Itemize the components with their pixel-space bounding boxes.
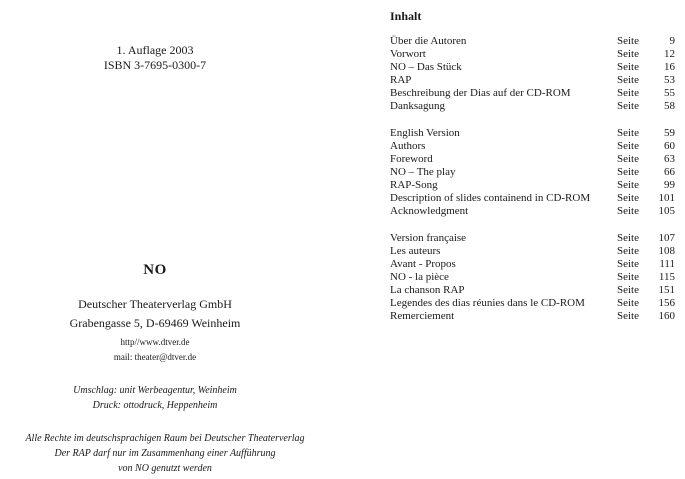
edition-line: 1. Auflage 2003 [116,43,194,57]
toc-entry-seite: Seite [617,61,639,73]
rights-line: Der RAP darf nur im Zusammenhang einer Aufführung [54,448,276,459]
toc-section-english [390,127,675,218]
toc-entry-label: Vorwort [390,48,426,60]
toc-entry-label: Description of slides containend in CD-ROM [390,192,591,204]
toc-entry [390,127,675,140]
toc-entry-page: 107 [658,232,675,244]
toc-entry-page: 156 [658,297,675,309]
toc-entry [390,35,675,48]
toc-entry [390,48,675,61]
toc-entry-page: 60 [664,140,675,152]
isbn-line: ISBN 3-7695-0300-7 [103,58,207,72]
toc-entry-seite: Seite [617,100,639,112]
toc-entry-label: Über die Autoren [390,35,467,47]
toc-entry-page: 58 [664,100,675,112]
toc-entry [390,271,675,284]
toc-entry-label: English Version [390,127,460,139]
toc-entry [390,232,675,245]
toc-entry-label: NO - la pièce [390,271,449,283]
production-credits [0,383,310,413]
toc-entry [390,284,675,297]
toc-entry-label: NO – Das Stück [390,61,462,73]
toc-entry-label: RAP [390,74,412,86]
toc-entry-seite: Seite [617,258,639,270]
toc-entry-label: Remerciement [390,310,455,322]
toc-entry-seite: Seite [617,87,639,99]
rights-line: von NO genutzt werden [118,463,212,474]
toc-entry-seite: Seite [617,192,639,204]
toc-entry-page: 63 [664,153,675,165]
toc-entry [390,179,675,192]
toc-entry-seite: Seite [617,127,639,139]
toc-entry-label: Beschreibung der Dias auf der CD-ROM [390,87,571,99]
toc-entry [390,153,675,166]
left-page [0,0,340,479]
toc-entry [390,61,675,74]
toc-entry [390,100,675,113]
book-title: NO [143,262,167,278]
toc-section-french [390,232,675,323]
toc-entry-label: Foreword [390,153,433,165]
toc-entry-seite: Seite [617,35,639,47]
toc-entry-label: Les auteurs [390,245,441,257]
toc-entry [390,74,675,87]
toc-entry [390,166,675,179]
toc-entry-page: 9 [669,35,675,47]
toc-entry [390,140,675,153]
toc-entry-seite: Seite [617,140,639,152]
toc-entry-seite: Seite [617,74,639,86]
toc-entry-label: Authors [390,140,426,152]
rights-line: Alle Rechte im deutschsprachigen Raum bei Deutscher Theaterverlag [25,433,305,444]
publisher-email: mail: theater@dtver.de [113,352,197,362]
toc-entry-seite: Seite [617,232,639,244]
publisher-address: Grabengasse 5, D-69469 Weinheim [69,316,241,330]
toc-entry [390,192,675,205]
toc-entry-page: 12 [664,48,675,60]
toc-entry-page: 160 [658,310,675,322]
toc-entry-seite: Seite [617,166,639,178]
toc-entry [390,87,675,100]
toc-entry [390,205,675,218]
toc-entry-label: NO – The play [390,166,456,178]
toc-entry-seite: Seite [617,153,639,165]
toc-entry [390,310,675,323]
toc-entry-page: 59 [664,127,675,139]
print-credit: Druck: ottodruck, Heppenheim [92,400,218,411]
toc-entry-page: 99 [664,179,675,191]
toc-entry-seite: Seite [617,179,639,191]
toc-entry-seite: Seite [617,310,639,322]
toc-entry-page: 108 [658,245,675,257]
toc-entry-page: 101 [658,192,675,204]
toc-entry-seite: Seite [617,48,639,60]
toc-entry-page: 55 [664,87,675,99]
toc-entry-label: La chanson RAP [390,284,465,296]
toc-entry-seite: Seite [617,245,639,257]
toc-entry-label: RAP-Song [390,179,438,191]
toc-entry-label: Avant - Propos [390,258,456,270]
edition-info [0,43,310,73]
toc-entry-page: 16 [664,61,675,73]
toc-entry-page: 105 [658,205,675,217]
toc-entry-seite: Seite [617,205,639,217]
rights-notice [0,431,330,476]
toc-section-german [390,35,675,113]
toc-entry-label: Version française [390,232,467,244]
toc-entry-page: 151 [658,284,675,296]
toc-entry-page: 111 [659,258,675,270]
toc-entry-seite: Seite [617,297,639,309]
toc-entry [390,297,675,310]
publisher-website: http//www.dtver.de [120,337,190,347]
right-page [390,0,675,479]
toc-entry-page: 66 [664,166,675,178]
toc-entry [390,258,675,271]
toc-entry-label: Danksagung [390,100,445,112]
toc-entry-seite: Seite [617,271,639,283]
cover-credit: Umschlag: unit Werbeagentur, Weinheim [73,385,237,396]
toc-entry-page: 115 [658,271,675,283]
toc-entry-label: Acknowledgment [390,205,469,217]
toc-entry-label: Legendes des dias réunies dans le CD-ROM [390,297,585,309]
toc-entry-page: 53 [664,74,675,86]
toc-entry [390,245,675,258]
toc-entry-seite: Seite [617,284,639,296]
publisher-name: Deutscher Theaterverlag GmbH [78,297,232,311]
toc-title: Inhalt [390,9,422,23]
